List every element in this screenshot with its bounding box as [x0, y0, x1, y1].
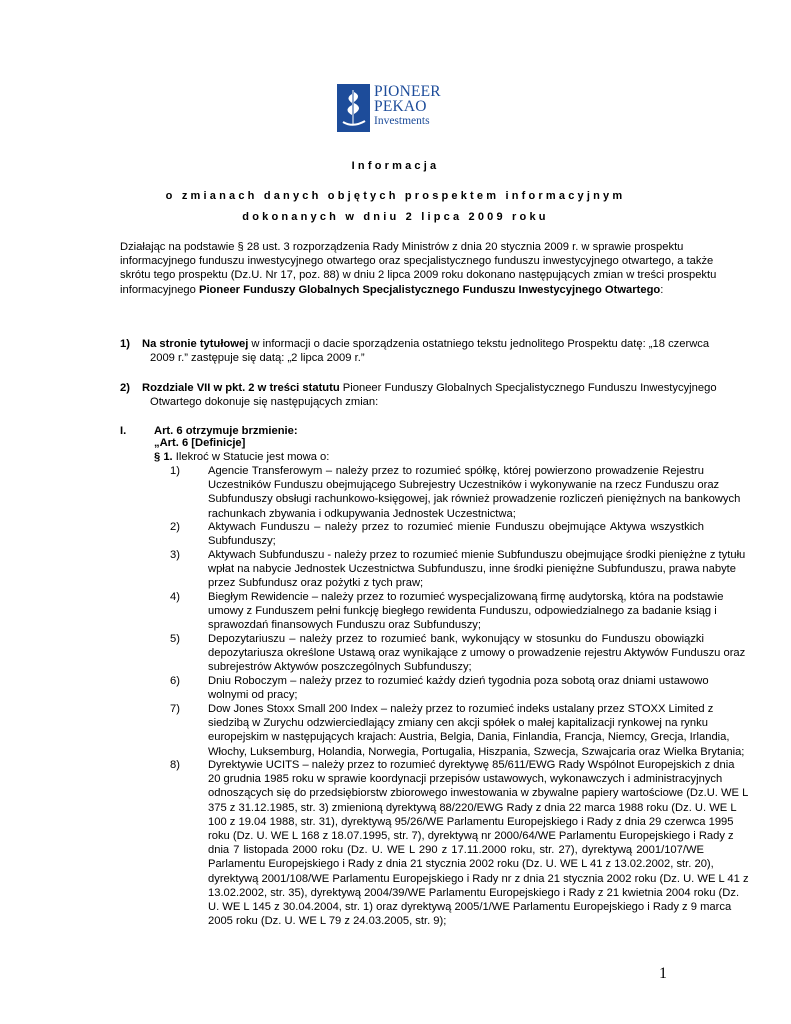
definition-line: wpłat na nabycie Jednostek Uczestnictwa Subfunduszu, inne środki pieniężne Subfunduszu, prawa nabyte [208, 563, 737, 576]
definition-number: 3) [170, 549, 180, 561]
definition-line: depozytariusza określone Ustawą oraz wynikające z umowy o prowadzenie rejestru Aktywów Funduszu oraz [208, 647, 746, 660]
definition-line: sprawozdań finansowych Funduszu oraz Subfunduszy; [208, 619, 482, 632]
definition-line: U. WE L 145 z 30.04.2004, str. 1) oraz dyrektywą 2005/1/WE Parlamentu Europejskiego i Rady z 9 marca [208, 900, 732, 913]
definition-text [208, 702, 745, 759]
heading-line-2: o zmianach danych objętych prospektem informacyjnym [165, 190, 626, 202]
definition-text [208, 464, 741, 521]
definition-line: dnia 7 listopada 2000 roku (Dz. U. WE L 290 z 17.11.2000 roku, str. 27), dyrektywą 2001/107/WE [208, 844, 704, 857]
definition-line: Parlamentu Europejskiego i Rady z dnia 21 stycznia 2002 roku (Dz. U. WE L 41 z 13.02.2002, str. 20), [208, 858, 714, 871]
definition-text [208, 520, 704, 548]
definition-line: siedzibą w Zurychu odzwierciedlający zmiany cen akcji spółek o małej kapitalizacji rynkowej na rynku [208, 717, 708, 730]
definition-line: roku (Dz. U. WE L 168 z 18.07.1995, str. 7), dyrektywą nr 2000/64/WE Parlamentu Europejskiego i Rady z [208, 829, 734, 842]
heading-line-1: Informacja [351, 160, 440, 172]
definition-line: 20 grudnia 1985 roku w sprawie koordynacji przepisów ustawowych, wykonawczych i administracyjnych [208, 773, 723, 786]
definition-number: 8) [170, 759, 180, 771]
definition-text [208, 674, 709, 702]
company-logo [337, 84, 457, 132]
definition-text [208, 758, 749, 928]
definition-number: 6) [170, 675, 180, 687]
definition-line: przez Subfundusz oraz pożytki z tych praw; [208, 577, 424, 590]
definition-number: 4) [170, 591, 180, 603]
definition-line: Dyrektywie UCITS – należy przez to rozumieć dyrektywę 85/611/EWG Rady Wspólnot Europejskich z dnia [208, 759, 735, 771]
definition-line: 100 z 19.04 1988, str. 31), dyrektywą 95/26/WE Parlamentu Europejskiego i Rady z dnia 29 czerwca 1995 [208, 815, 734, 828]
definition-line: Aktywach Funduszu – należy przez to rozumieć mienie Funduszu obejmujące Aktywa wszystkich [208, 521, 704, 533]
definition-line: europejskim w następujących krajach: Austria, Belgia, Dania, Finlandia, Francja, Niemcy, Grecja, Irlandia, [208, 731, 730, 744]
definition-line: wolnymi od pracy; [208, 689, 298, 702]
definition-line: umowy z Funduszem pełni funkcję biegłego rewidenta Funduszu, odpowiedzialnego za badanie ksiąg i [208, 605, 717, 618]
definition-text [208, 632, 746, 675]
definition-line: Depozytariuszu – należy przez to rozumieć bank, wykonujący w stosunku do Funduszu obowiązki [208, 633, 704, 645]
intro-paragraph: Działając na podstawie § 28 ust. 3 rozporządzenia Rady Ministrów z dnia 20 stycznia 2009 r. w sprawie prospektu informacyjnego funduszu inwestycyjnego otwartego oraz specjalistycznego funduszu inwestycyjnego otwartego, a także skrótu tego prospektu (Dz.U. Nr 17, poz. 88) w dniu 2 lipca 2009 roku dokonano następujących zmian w treści prospektu informacyjnego Pioneer Funduszy Globalnych Specjalistycznego Funduszu Inwestycyjnego Otwartego: [120, 241, 717, 296]
definition-line: Dow Jones Stoxx Small 200 Index – należy przez to rozumieć indeks ustalany przez STOXX Limited z [208, 703, 714, 715]
logo-wordmark: PIONEER PEKAO Investments [374, 83, 441, 127]
definition-number: 2) [170, 521, 180, 533]
definition-line: rachunkach zbywania i odkupywania Jednostek Uczestnictwa; [208, 507, 516, 520]
definition-line: Biegłym Rewidencie – należy przez to rozumieć wyspecjalizowaną firmę audytorską, która na podstawie [208, 591, 724, 603]
definition-line: 13.02.2002, str. 35), dyrektywą 2004/39/WE Parlamentu Europejskiego i Rady z 21 kwietnia 2004 roku (Dz. [208, 886, 740, 899]
definition-text [208, 548, 746, 591]
definition-number: 1) [170, 465, 180, 477]
definition-line: subrejestrów Aktywów poszczególnych Subfunduszy; [208, 661, 472, 674]
definition-line: dyrektywą 2001/108/WE Parlamentu Europejskiego i Rady nr z dnia 21 stycznia 2002 roku (Dz. U. WE L 41 z [208, 872, 749, 885]
heading-line-3: dokonanych w dniu 2 lipca 2009 roku [242, 211, 549, 223]
definition-line: Uczestników Funduszu obejmującego Subrejestry Uczestników i wykonywanie na rzecz Funduszu oraz [208, 479, 720, 492]
definition-line: Dniu Roboczym – należy przez to rozumieć każdy dzień tygodnia poza sobotą oraz dniami ustawowo [208, 675, 709, 687]
definition-line: 375 z 31.12.1985, str. 3) zmienioną dyrektywą 88/220/EWG Rady z dnia 22 marca 1988 roku (Dz. U. WE L [208, 801, 737, 814]
definition-line: Subfunduszy obsługi rachunkowo-księgowej, jak również prowadzenie rozliczeń pieniężnych na bankowych [208, 493, 741, 506]
page-number: 1 [659, 965, 667, 982]
definition-line: 2005 roku (Dz. U. WE L 79 z 24.03.2005, str. 9); [208, 915, 447, 928]
definition-line: odnoszących się do przedsiębiorstw zbiorowego inwestowania w zbywalne papiery wartościowe (Dz.U. WE L [208, 787, 749, 800]
definition-number: 5) [170, 633, 180, 645]
definition-line: Agencie Transferowym – należy przez to rozumieć spółkę, której powierzono prowadzenie Rejestru [208, 465, 704, 477]
definition-line: Włochy, Luksemburg, Holandia, Norwegia, Portugalia, Hiszpania, Szwecja, Szwajcaria oraz Wielka Brytania; [208, 745, 745, 758]
definition-text [208, 590, 724, 633]
definition-number: 7) [170, 703, 180, 715]
ship-logo-icon [337, 84, 370, 132]
definition-line: Aktywach Subfunduszu - należy przez to rozumieć mienie Subfunduszu obejmujące środki pieniężne z tytułu [208, 549, 746, 561]
definition-line: Subfunduszy; [208, 535, 276, 548]
